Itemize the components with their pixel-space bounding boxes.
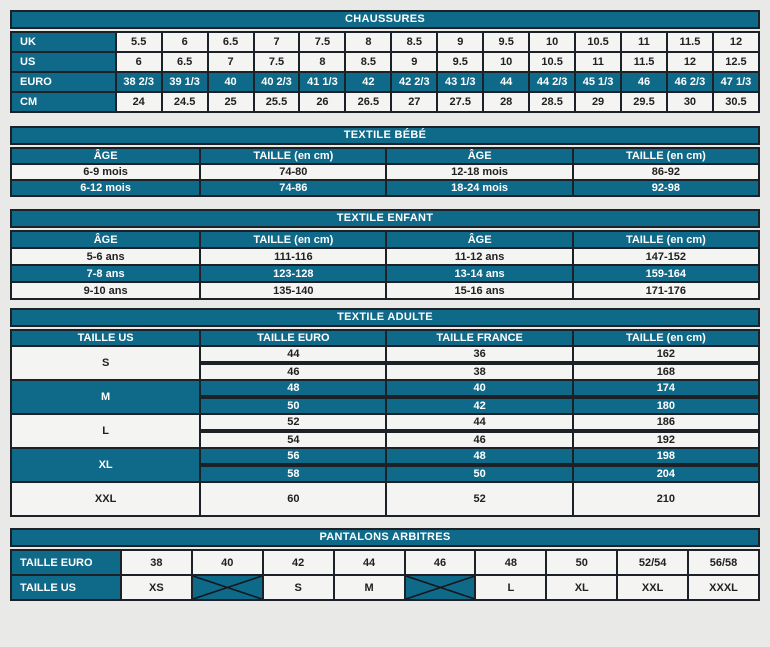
size-cell: 10.5	[575, 32, 621, 52]
size-cell: 40	[192, 550, 263, 575]
data-cell: 162	[573, 346, 759, 362]
data-cell: 174	[573, 380, 759, 396]
data-cell: 168	[573, 364, 759, 380]
pantalons-arbitres-table	[10, 549, 760, 601]
data-cell: 123-128	[200, 265, 386, 282]
crossed-out-icon	[193, 576, 262, 599]
data-cell: 44	[386, 414, 572, 430]
header-cell: TAILLE FRANCE	[386, 330, 572, 346]
textile-bebe-table	[10, 147, 760, 197]
size-cell: S	[263, 575, 334, 600]
size-cell: 28.5	[529, 92, 575, 112]
size-cell: 6	[162, 32, 208, 52]
textile-enfant-section	[10, 209, 760, 300]
size-cell: XXXL	[688, 575, 759, 600]
size-cell: 12	[713, 32, 759, 52]
size-cell: 40	[208, 72, 254, 92]
size-cell: 7	[208, 52, 254, 72]
size-group-row	[11, 346, 759, 362]
data-cell: 86-92	[573, 164, 759, 180]
pantalons-arbitres-title: PANTALONS ARBITRES	[10, 528, 760, 547]
group-label: XXL	[11, 482, 200, 516]
data-cell: 48	[386, 448, 572, 464]
size-cell: 11	[575, 52, 621, 72]
size-cell: 30	[667, 92, 713, 112]
textile-adulte-table	[10, 329, 760, 517]
data-cell: 38	[386, 364, 572, 380]
size-cell: 27.5	[437, 92, 483, 112]
size-cell: 8.5	[345, 52, 391, 72]
data-cell: 15-16 ans	[386, 282, 572, 299]
size-cell: 44 2/3	[529, 72, 575, 92]
size-cell: 47 1/3	[713, 72, 759, 92]
header-cell: TAILLE US	[11, 330, 200, 346]
size-cell: 9.5	[483, 32, 529, 52]
data-cell: 9-10 ans	[11, 282, 200, 299]
size-cell: 25.5	[254, 92, 300, 112]
size-cell: XL	[546, 575, 617, 600]
size-cell: 6.5	[162, 52, 208, 72]
size-cell: M	[334, 575, 405, 600]
size-cell: 42	[263, 550, 334, 575]
data-row	[11, 248, 759, 265]
size-cell: 44	[483, 72, 529, 92]
chaussures-row	[11, 72, 759, 92]
header-cell: ÂGE	[386, 231, 572, 248]
size-cell: 11.5	[621, 52, 667, 72]
row-label: EURO	[11, 72, 116, 92]
pantalons-row	[11, 550, 759, 575]
row-label: TAILLE US	[11, 575, 121, 600]
size-cell: 42 2/3	[391, 72, 437, 92]
textile-adulte-title: TEXTILE ADULTE	[10, 308, 760, 327]
data-cell: 147-152	[573, 248, 759, 265]
size-cell: L	[475, 575, 546, 600]
data-cell: 44	[200, 346, 386, 362]
size-cell: 7.5	[299, 32, 345, 52]
size-cell: 45 1/3	[575, 72, 621, 92]
header-cell: TAILLE (en cm)	[573, 148, 759, 164]
size-cell: 41 1/3	[299, 72, 345, 92]
size-cell: 8	[345, 32, 391, 52]
data-row	[11, 180, 759, 196]
header-cell: TAILLE (en cm)	[573, 231, 759, 248]
header-row	[11, 148, 759, 164]
data-cell: 74-80	[200, 164, 386, 180]
size-cell: XS	[121, 575, 192, 600]
crossed-out-icon	[406, 576, 475, 599]
data-cell: 11-12 ans	[386, 248, 572, 265]
size-cell: 7	[254, 32, 300, 52]
data-cell: 36	[386, 346, 572, 362]
data-row	[11, 282, 759, 299]
header-cell: TAILLE EURO	[200, 330, 386, 346]
data-cell: 54	[200, 432, 386, 448]
size-group-row	[11, 448, 759, 464]
data-cell: 7-8 ans	[11, 265, 200, 282]
size-cell: 46 2/3	[667, 72, 713, 92]
size-cell: 46	[621, 72, 667, 92]
header-cell: TAILLE (en cm)	[200, 231, 386, 248]
size-cell: 42	[345, 72, 391, 92]
size-cell: 29	[575, 92, 621, 112]
size-cell: 12.5	[713, 52, 759, 72]
pantalons-row	[11, 575, 759, 600]
size-cell: 26	[299, 92, 345, 112]
pantalons-arbitres-section	[10, 528, 760, 601]
size-cell: 9	[391, 52, 437, 72]
header-cell: TAILLE (en cm)	[200, 148, 386, 164]
data-cell: 13-14 ans	[386, 265, 572, 282]
size-cell: 24	[116, 92, 162, 112]
crossed-out-cell	[192, 575, 263, 600]
header-cell: ÂGE	[11, 231, 200, 248]
textile-enfant-title: TEXTILE ENFANT	[10, 209, 760, 228]
size-cell: 10.5	[529, 52, 575, 72]
data-cell: 210	[573, 482, 759, 516]
chaussures-row	[11, 32, 759, 52]
data-cell: 186	[573, 414, 759, 430]
size-cell: 30.5	[713, 92, 759, 112]
size-group-row	[11, 482, 759, 516]
data-cell: 40	[386, 380, 572, 396]
data-row	[11, 265, 759, 282]
size-group-row	[11, 380, 759, 396]
size-cell: 46	[405, 550, 476, 575]
size-cell: 6.5	[208, 32, 254, 52]
size-cell: 8	[299, 52, 345, 72]
data-cell: 171-176	[573, 282, 759, 299]
size-cell: 39 1/3	[162, 72, 208, 92]
data-cell: 52	[386, 482, 572, 516]
size-cell: 48	[475, 550, 546, 575]
data-cell: 192	[573, 432, 759, 448]
size-cell: 44	[334, 550, 405, 575]
size-cell: 10	[483, 52, 529, 72]
data-cell: 60	[200, 482, 386, 516]
size-cell: XXL	[617, 575, 688, 600]
size-cell: 43 1/3	[437, 72, 483, 92]
size-cell: 9	[437, 32, 483, 52]
data-cell: 56	[200, 448, 386, 464]
size-cell: 24.5	[162, 92, 208, 112]
size-cell: 9.5	[437, 52, 483, 72]
size-cell: 11	[621, 32, 667, 52]
textile-bebe-title: TEXTILE BÉBÉ	[10, 126, 760, 145]
data-cell: 159-164	[573, 265, 759, 282]
data-cell: 6-12 mois	[11, 180, 200, 196]
size-cell: 6	[116, 52, 162, 72]
data-cell: 92-98	[573, 180, 759, 196]
data-cell: 198	[573, 448, 759, 464]
header-row	[11, 330, 759, 346]
group-label: L	[11, 414, 200, 448]
data-cell: 42	[386, 398, 572, 414]
textile-bebe-section	[10, 126, 760, 197]
chaussures-title: CHAUSSURES	[10, 10, 760, 29]
group-label: S	[11, 346, 200, 380]
data-cell: 18-24 mois	[386, 180, 572, 196]
size-cell: 40 2/3	[254, 72, 300, 92]
data-cell: 46	[200, 364, 386, 380]
header-cell: ÂGE	[11, 148, 200, 164]
header-cell: ÂGE	[386, 148, 572, 164]
data-cell: 12-18 mois	[386, 164, 572, 180]
data-cell: 50	[386, 466, 572, 482]
size-cell: 7.5	[254, 52, 300, 72]
data-cell: 48	[200, 380, 386, 396]
data-cell: 204	[573, 466, 759, 482]
row-label: TAILLE EURO	[11, 550, 121, 575]
data-cell: 6-9 mois	[11, 164, 200, 180]
data-cell: 135-140	[200, 282, 386, 299]
data-cell: 74-86	[200, 180, 386, 196]
size-cell: 12	[667, 52, 713, 72]
size-cell: 29.5	[621, 92, 667, 112]
group-label: XL	[11, 448, 200, 482]
size-cell: 56/58	[688, 550, 759, 575]
size-group-row	[11, 414, 759, 430]
data-row	[11, 164, 759, 180]
data-cell: 5-6 ans	[11, 248, 200, 265]
row-label: US	[11, 52, 116, 72]
chaussures-row	[11, 52, 759, 72]
group-label: M	[11, 380, 200, 414]
size-cell: 50	[546, 550, 617, 575]
textile-enfant-table	[10, 230, 760, 300]
data-cell: 180	[573, 398, 759, 414]
chaussures-row	[11, 92, 759, 112]
chaussures-section	[10, 10, 760, 113]
size-cell: 27	[391, 92, 437, 112]
size-cell: 8.5	[391, 32, 437, 52]
size-cell: 38	[121, 550, 192, 575]
data-cell: 50	[200, 398, 386, 414]
size-cell: 11.5	[667, 32, 713, 52]
textile-adulte-section	[10, 308, 760, 517]
size-cell: 10	[529, 32, 575, 52]
crossed-out-cell	[405, 575, 476, 600]
row-label: CM	[11, 92, 116, 112]
size-cell: 26.5	[345, 92, 391, 112]
header-row	[11, 231, 759, 248]
size-cell: 5.5	[116, 32, 162, 52]
header-cell: TAILLE (en cm)	[573, 330, 759, 346]
data-cell: 46	[386, 432, 572, 448]
size-cell: 25	[208, 92, 254, 112]
data-cell: 58	[200, 466, 386, 482]
data-cell: 52	[200, 414, 386, 430]
size-cell: 38 2/3	[116, 72, 162, 92]
size-cell: 28	[483, 92, 529, 112]
size-cell: 52/54	[617, 550, 688, 575]
data-cell: 111-116	[200, 248, 386, 265]
row-label: UK	[11, 32, 116, 52]
chaussures-table	[10, 31, 760, 113]
